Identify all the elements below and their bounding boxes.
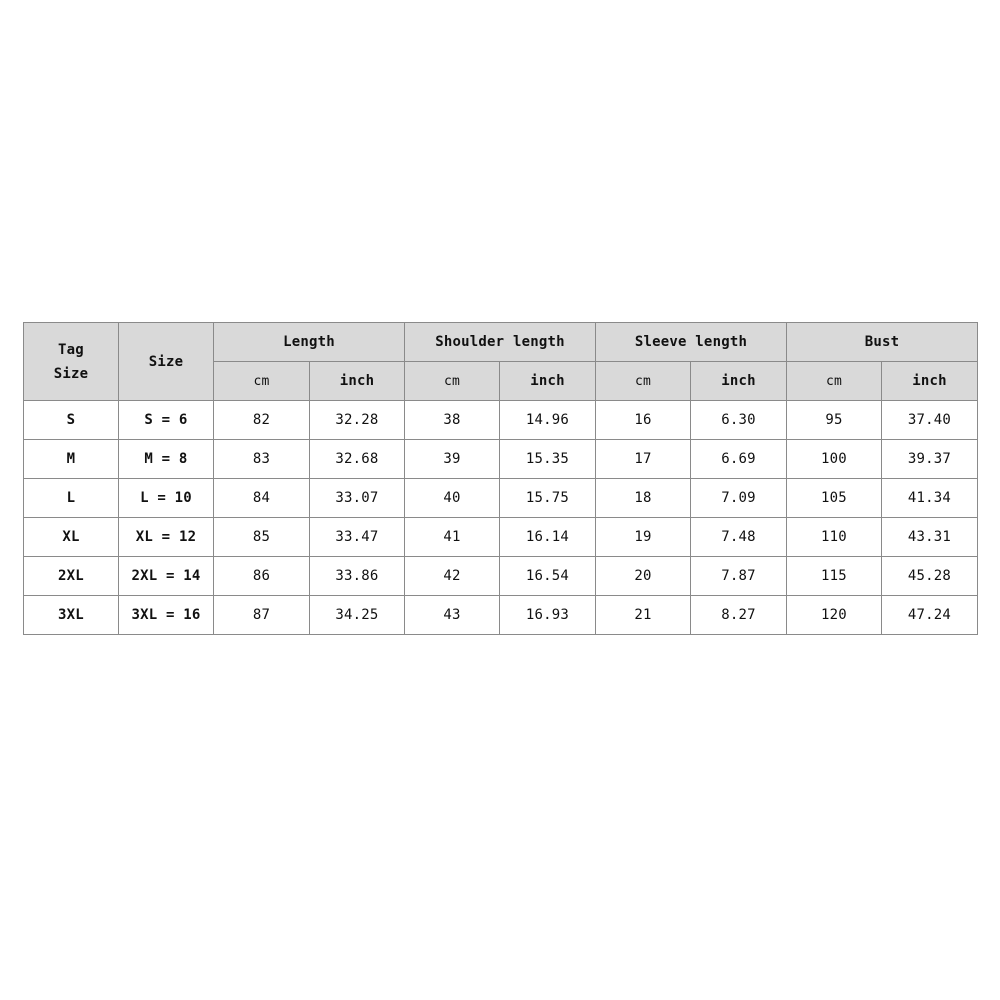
length-cm-cell: 87: [214, 596, 310, 635]
tag-cell: M: [24, 440, 119, 479]
bust-cm-cell: 95: [787, 401, 882, 440]
header-tag-line2: Size: [53, 365, 89, 382]
table-row: [24, 440, 978, 479]
length-cm-cell: 82: [214, 401, 310, 440]
length-inch-cell: 33.47: [310, 518, 405, 557]
header-sleeve-length: Sleeve length: [596, 323, 787, 362]
sleeve-inch-cell: 7.87: [691, 557, 787, 596]
sleeve-cm-cell: 16: [596, 401, 691, 440]
size-cell: 3XL = 16: [119, 596, 214, 635]
shoulder-inch-cell: 14.96: [500, 401, 596, 440]
header-size: Size: [119, 323, 214, 401]
shoulder-cm-cell: 39: [405, 440, 500, 479]
shoulder-cm-cell: 42: [405, 557, 500, 596]
sleeve-inch-cell: 8.27: [691, 596, 787, 635]
bust-cm-cell: 120: [787, 596, 882, 635]
length-cm-cell: 86: [214, 557, 310, 596]
unit-inch: inch: [691, 362, 787, 401]
shoulder-inch-cell: 16.93: [500, 596, 596, 635]
sleeve-inch-cell: 6.30: [691, 401, 787, 440]
bust-cm-cell: 100: [787, 440, 882, 479]
sleeve-cm-cell: 18: [596, 479, 691, 518]
table-header: [24, 323, 978, 401]
table-row: [24, 518, 978, 557]
tag-cell: 3XL: [24, 596, 119, 635]
unit-cm: cm: [787, 362, 882, 401]
header-length: Length: [214, 323, 405, 362]
bust-inch-cell: 45.28: [882, 557, 978, 596]
size-cell: XL = 12: [119, 518, 214, 557]
bust-inch-cell: 41.34: [882, 479, 978, 518]
tag-cell: L: [24, 479, 119, 518]
size-cell: L = 10: [119, 479, 214, 518]
shoulder-cm-cell: 40: [405, 479, 500, 518]
header-tag-size: [24, 323, 119, 401]
unit-cm: cm: [596, 362, 691, 401]
header-bust: Bust: [787, 323, 978, 362]
sleeve-inch-cell: 6.69: [691, 440, 787, 479]
bust-cm-cell: 110: [787, 518, 882, 557]
bust-inch-cell: 37.40: [882, 401, 978, 440]
header-tag-line1: Tag: [58, 341, 84, 358]
unit-inch: inch: [500, 362, 596, 401]
shoulder-inch-cell: 16.14: [500, 518, 596, 557]
size-chart-table: [23, 322, 978, 635]
shoulder-inch-cell: 15.35: [500, 440, 596, 479]
size-cell: S = 6: [119, 401, 214, 440]
bust-inch-cell: 43.31: [882, 518, 978, 557]
length-inch-cell: 33.86: [310, 557, 405, 596]
size-cell: M = 8: [119, 440, 214, 479]
length-inch-cell: 32.28: [310, 401, 405, 440]
table-row: [24, 401, 978, 440]
bust-inch-cell: 39.37: [882, 440, 978, 479]
shoulder-cm-cell: 43: [405, 596, 500, 635]
sleeve-inch-cell: 7.09: [691, 479, 787, 518]
shoulder-cm-cell: 41: [405, 518, 500, 557]
length-cm-cell: 85: [214, 518, 310, 557]
shoulder-cm-cell: 38: [405, 401, 500, 440]
sleeve-inch-cell: 7.48: [691, 518, 787, 557]
table-body: [24, 401, 978, 635]
table-row: [24, 596, 978, 635]
size-cell: 2XL = 14: [119, 557, 214, 596]
tag-cell: S: [24, 401, 119, 440]
length-inch-cell: 34.25: [310, 596, 405, 635]
length-cm-cell: 84: [214, 479, 310, 518]
shoulder-inch-cell: 15.75: [500, 479, 596, 518]
header-shoulder-length: Shoulder length: [405, 323, 596, 362]
sleeve-cm-cell: 20: [596, 557, 691, 596]
table-row: [24, 479, 978, 518]
bust-cm-cell: 105: [787, 479, 882, 518]
tag-cell: 2XL: [24, 557, 119, 596]
bust-cm-cell: 115: [787, 557, 882, 596]
length-cm-cell: 83: [214, 440, 310, 479]
sleeve-cm-cell: 17: [596, 440, 691, 479]
table-row: [24, 557, 978, 596]
sleeve-cm-cell: 19: [596, 518, 691, 557]
length-inch-cell: 33.07: [310, 479, 405, 518]
unit-cm: cm: [214, 362, 310, 401]
unit-cm: cm: [405, 362, 500, 401]
shoulder-inch-cell: 16.54: [500, 557, 596, 596]
length-inch-cell: 32.68: [310, 440, 405, 479]
bust-inch-cell: 47.24: [882, 596, 978, 635]
unit-inch: inch: [882, 362, 978, 401]
unit-inch: inch: [310, 362, 405, 401]
sleeve-cm-cell: 21: [596, 596, 691, 635]
tag-cell: XL: [24, 518, 119, 557]
